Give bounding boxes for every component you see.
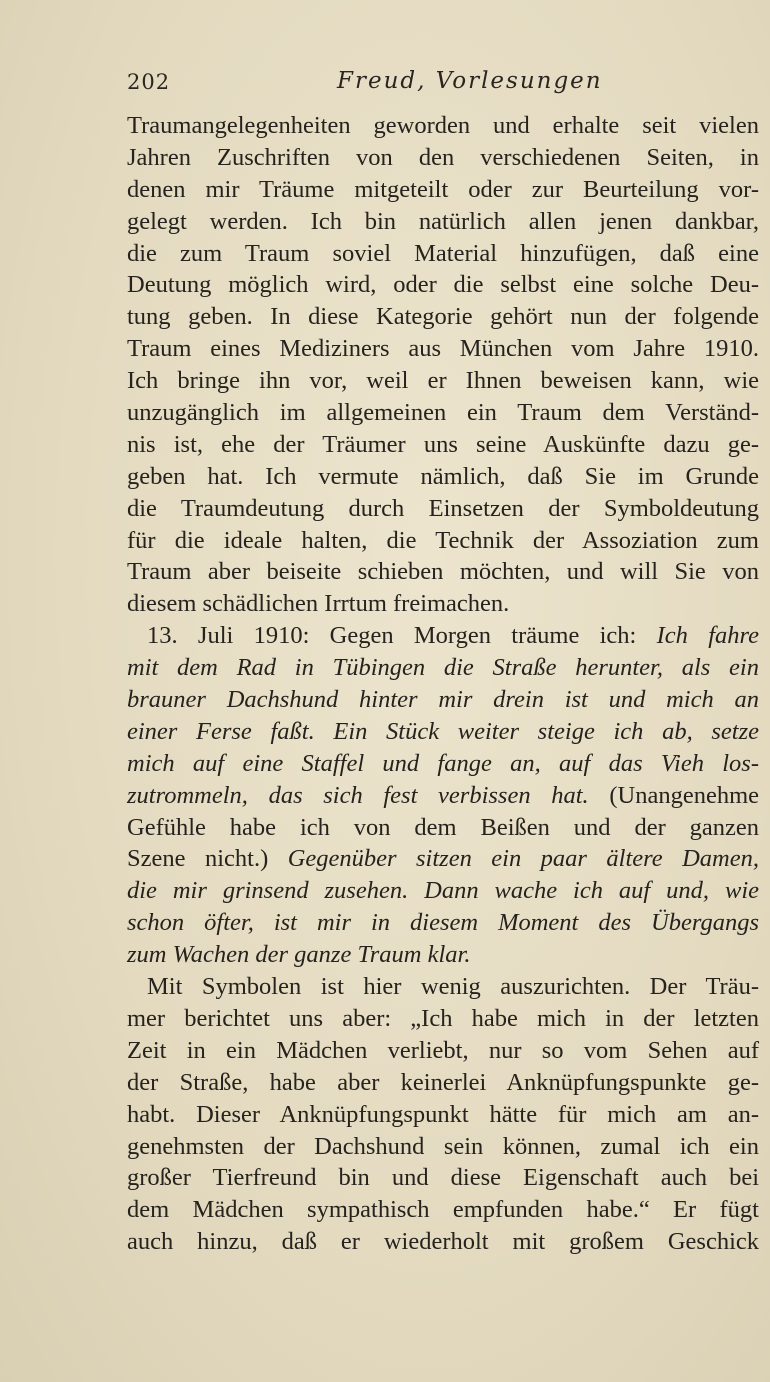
text-line: Deutung möglich wird, oder die selbst eine solche Deu- xyxy=(127,271,759,299)
text-line: mich auf eine Staffel und fange an, auf das Vieh los- xyxy=(127,749,759,777)
text-line: denen mir Träume mitgeteilt oder zur Beurteilung vor- xyxy=(127,175,759,203)
text-line: Ich bringe ihn vor, weil er Ihnen beweisen kann, wie xyxy=(127,367,759,395)
text-line: mit dem Rad in Tübingen die Straße herunter, als ein xyxy=(127,654,759,682)
text-line: für die ideale halten, die Technik der Assoziation zum xyxy=(127,526,759,554)
text-line: genehmsten der Dachshund sein können, zumal ich ein xyxy=(127,1132,759,1160)
running-title: Freud, Vorlesungen xyxy=(337,68,603,94)
text-line: Traum eines Mediziners aus München vom Jahre 1910. xyxy=(127,335,759,363)
text-line: Traum aber beiseite schieben möchten, und will Sie von xyxy=(127,558,759,586)
page-header xyxy=(127,70,757,106)
body-text xyxy=(127,110,759,1258)
text-line: die mir grinsend zusehen. Dann wache ich auf und, wie xyxy=(127,877,759,905)
text-line: habt. Dieser Anknüpfungspunkt hätte für mich am an- xyxy=(127,1100,759,1128)
text-line: die zum Traum soviel Material hinzufügen, daß eine xyxy=(127,239,759,267)
text-line: Traumangelegenheiten geworden und erhalte seit vielen xyxy=(127,112,759,139)
text-line: der Straße, habe aber keinerlei Anknüpfungspunkte ge- xyxy=(127,1068,759,1096)
text-line: Jahren Zuschriften von den verschiedenen Seiten, in xyxy=(127,143,759,171)
text-line: geben hat. Ich vermute nämlich, daß Sie im Grunde xyxy=(127,462,759,490)
text-line: die Traumdeutung durch Einsetzen der Symboldeutung xyxy=(127,494,759,522)
text-line: auch hinzu, daß er wiederholt mit großem Geschick xyxy=(127,1228,759,1256)
text-line: Zeit in ein Mädchen verliebt, nur so vom Sehen auf xyxy=(127,1036,759,1064)
text-line: einer Ferse faßt. Ein Stück weiter steige ich ab, setze xyxy=(127,717,759,745)
text-line: zutrommeln, das sich fest verbissen hat. (Unangenehme xyxy=(127,781,759,809)
text-line: schon öfter, ist mir in diesem Moment des Übergangs xyxy=(127,909,759,937)
text-line: diesem schädlichen Irrtum freimachen. xyxy=(127,590,510,618)
text-line: 13. Juli 1910: Gegen Morgen träume ich: Ich fahre xyxy=(147,622,759,650)
text-line: großer Tierfreund bin und diese Eigenschaft auch bei xyxy=(127,1164,759,1192)
text-line: nis ist, ehe der Träumer uns seine Auskünfte dazu ge- xyxy=(127,430,759,458)
text-line: mer berichtet uns aber: „Ich habe mich in der letzten xyxy=(127,1004,759,1032)
text-line: zum Wachen der ganze Traum klar. xyxy=(127,941,471,969)
text-line: tung geben. In diese Kategorie gehört nun der folgende xyxy=(127,303,759,331)
text-line: gelegt werden. Ich bin natürlich allen jenen dankbar, xyxy=(127,207,759,235)
text-line: Mit Symbolen ist hier wenig auszurichten. Der Träu- xyxy=(147,973,759,1001)
page-number: 202 xyxy=(127,70,171,94)
text-line: brauner Dachshund hinter mir drein ist und mich an xyxy=(127,686,759,714)
text-line: Gefühle habe ich von dem Beißen und der ganzen xyxy=(127,813,759,841)
text-line: Szene nicht.) Gegenüber sitzen ein paar ältere Damen, xyxy=(127,845,759,873)
text-line: unzugänglich im allgemeinen ein Traum dem Verständ- xyxy=(127,399,759,427)
text-line: dem Mädchen sympathisch empfunden habe.“ Er fügt xyxy=(127,1196,759,1224)
